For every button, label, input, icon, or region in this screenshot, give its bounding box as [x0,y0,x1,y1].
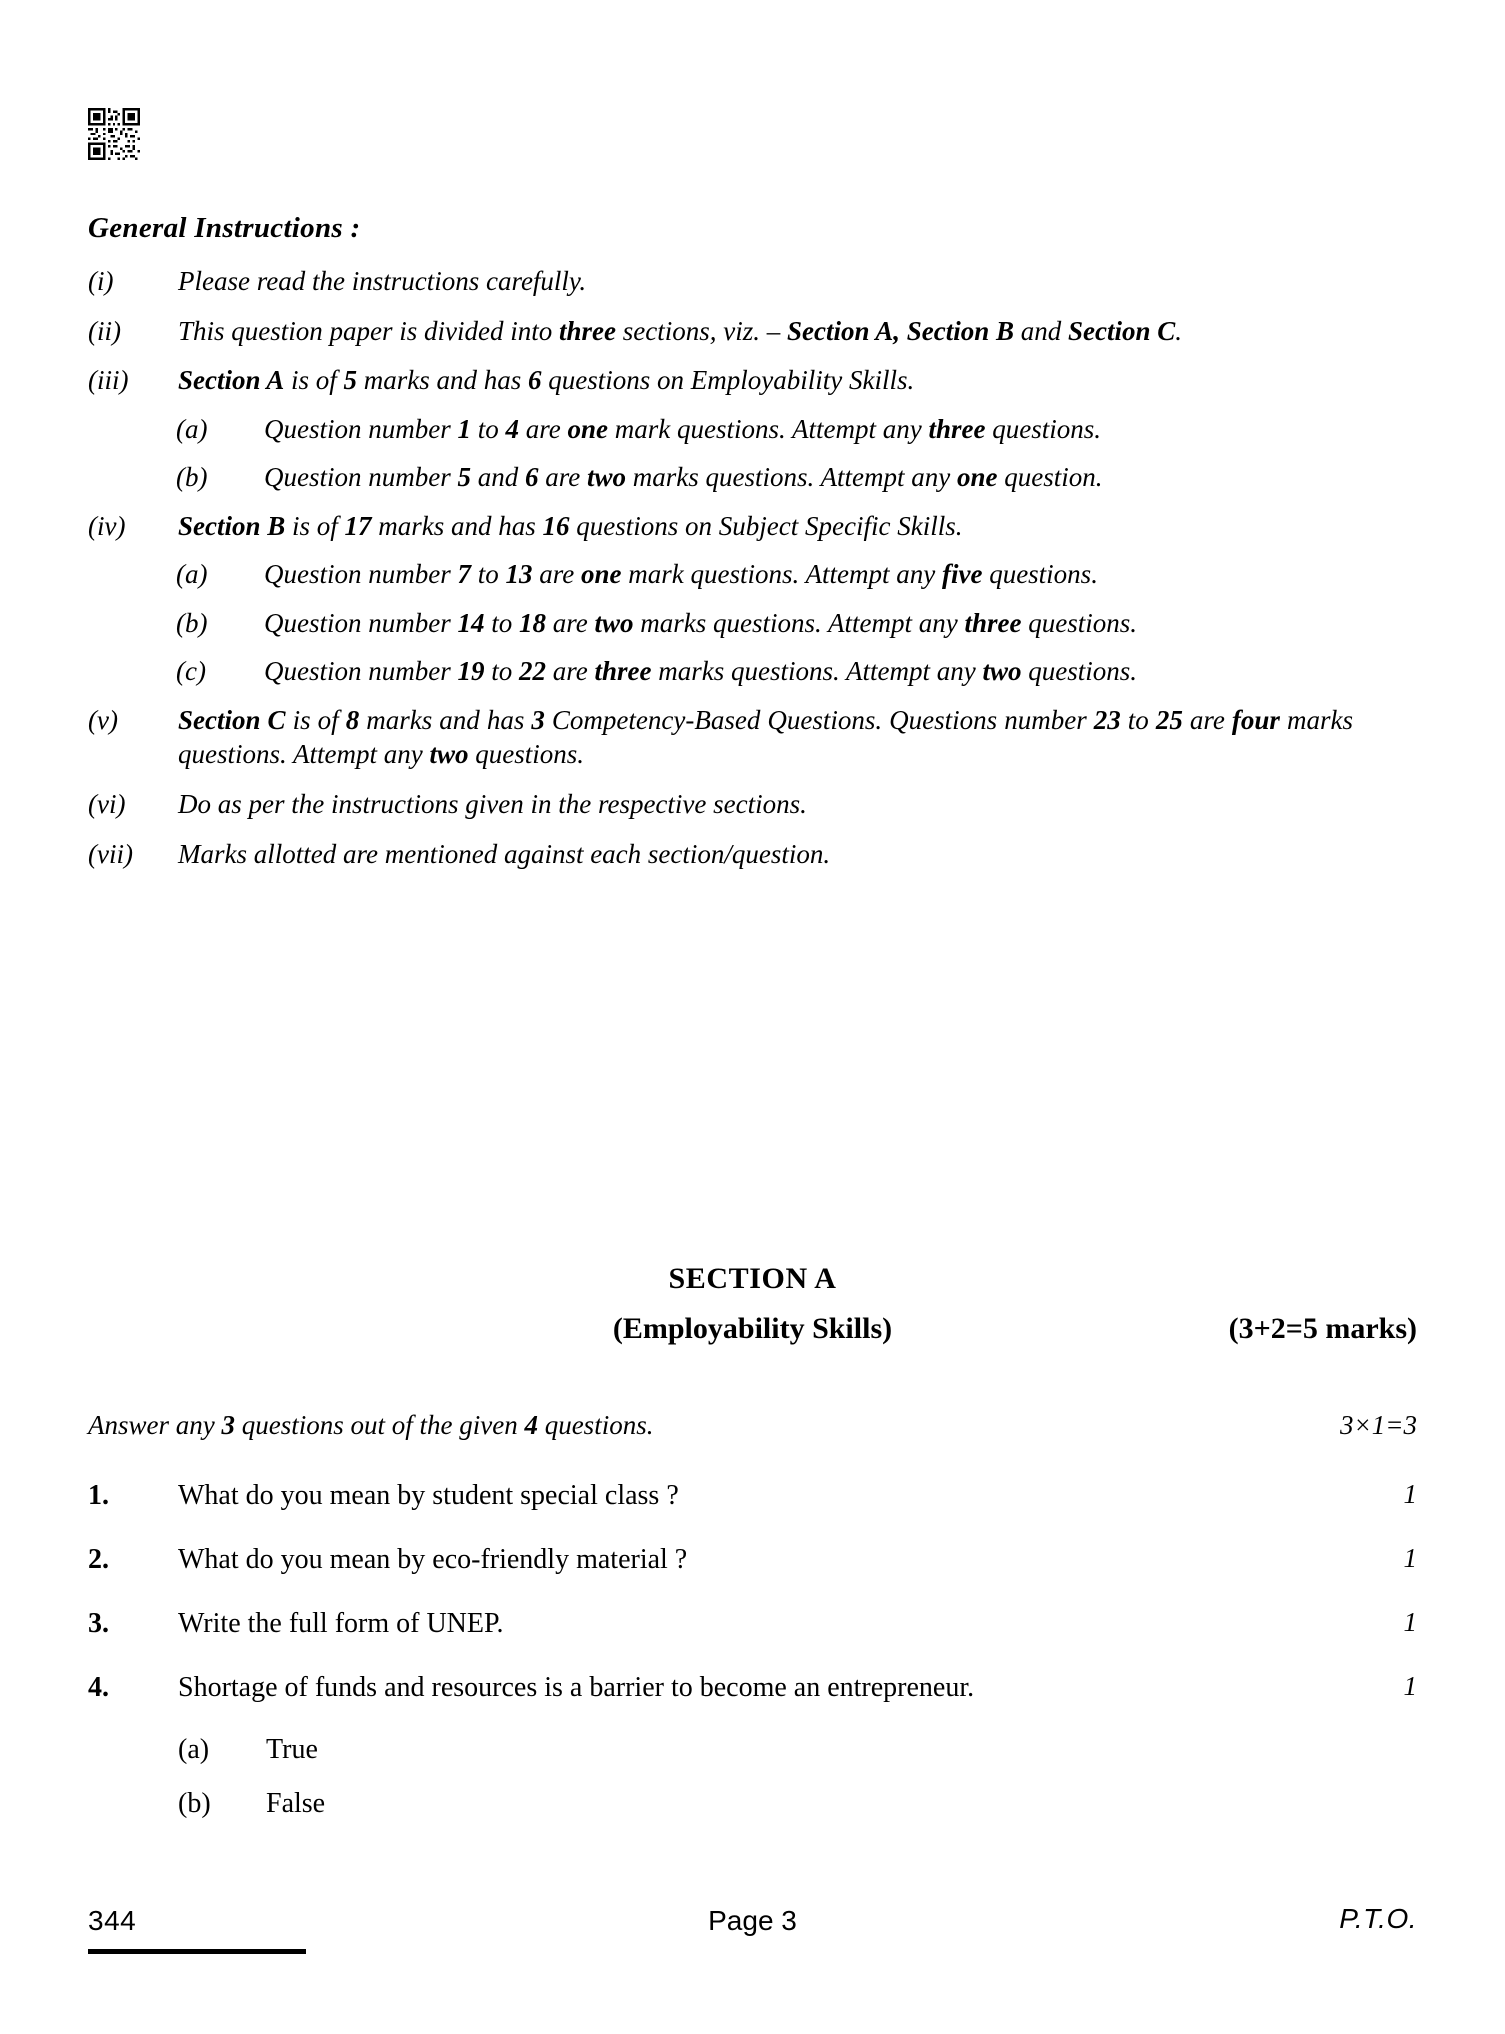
question-list [88,1478,1417,1842]
answer-any-marks: 3×1=3 [1340,1410,1417,1440]
option-list [178,1734,1417,1820]
general-instructions-list [88,264,1353,886]
instruction-marker: (vi) [88,789,126,820]
question-marks: 1 [1403,1671,1417,1701]
footer-rule [88,1949,306,1954]
instruction-item [88,837,1353,872]
instruction-sub-marker: (b) [176,462,208,493]
section-title: SECTION A [668,1262,837,1295]
question-row [88,1478,1417,1513]
question-text: What do you mean by student special class ? [178,1480,679,1511]
question-number: 3. [88,1608,109,1639]
pto-label: P.T.O. [1339,1903,1417,1934]
question-number: 4. [88,1672,109,1703]
question-marks: 1 [1403,1607,1417,1637]
option-row[interactable] [178,1734,1417,1766]
question-row [88,1670,1417,1705]
instruction-marker: (iii) [88,365,129,396]
instruction-sub-text: Question number 7 to 13 are one mark questions. Attempt any five questions. [264,559,1098,590]
question-text: Shortage of funds and resources is a barrier to become an entrepreneur. [178,1672,975,1703]
instruction-text: Marks allotted are mentioned against each section/question. [178,838,831,869]
question-text: What do you mean by eco-friendly material ? [178,1544,688,1575]
instruction-sub-marker: (a) [176,559,208,590]
instruction-sub-item [176,606,1353,641]
instruction-item [88,264,1353,299]
question-marks: 1 [1403,1543,1417,1573]
question-row [88,1542,1417,1577]
general-instructions-heading: General Instructions : [88,212,361,244]
instruction-item [88,509,1353,544]
instruction-item [88,703,1353,772]
instruction-text: Section B is of 17 marks and has 16 questions on Subject Specific Skills. [178,510,963,541]
option-value: True [266,1734,318,1765]
option-row[interactable] [178,1788,1417,1820]
section-marks: (3+2=5 marks) [1228,1312,1417,1345]
section-subtitle: (Employability Skills) [612,1312,893,1345]
qr-code-icon [88,108,140,160]
instruction-text: Section A is of 5 marks and has 6 questions on Employability Skills. [178,365,915,396]
instruction-sub-item [176,654,1353,689]
instruction-text: This question paper is divided into three sections, viz. – Section A, Section B and Section C. [178,315,1183,346]
question-marks: 1 [1403,1479,1417,1509]
page-number: Page 3 [708,1905,797,1936]
instruction-marker: (ii) [88,315,121,346]
instruction-sub-text: Question number 5 and 6 are two marks questions. Attempt any one question. [264,462,1103,493]
instruction-sub-marker: (a) [176,413,208,444]
option-label: (a) [178,1734,210,1765]
instruction-sub-item [176,412,1353,447]
instruction-sub-list [176,557,1353,689]
instruction-marker: (iv) [88,510,126,541]
instruction-marker: (v) [88,704,118,735]
question-number: 1. [88,1480,109,1511]
instruction-sub-marker: (c) [176,656,206,687]
instruction-marker: (i) [88,266,114,296]
question-text: Write the full form of UNEP. [178,1608,504,1639]
instruction-item [88,363,1353,398]
paper-code: 344 [88,1905,137,1936]
instruction-marker: (vii) [88,838,133,869]
instruction-item [88,314,1353,349]
question-number: 2. [88,1544,109,1575]
instruction-text: Do as per the instructions given in the respective sections. [178,789,807,820]
instruction-sub-text: Question number 1 to 4 are one mark questions. Attempt any three questions. [264,413,1101,444]
question-row [88,1606,1417,1641]
instruction-text: Please read the instructions carefully. [178,266,587,296]
option-value: False [266,1788,326,1819]
instruction-sub-marker: (b) [176,607,208,638]
instruction-sub-item [176,460,1353,495]
option-label: (b) [178,1788,211,1819]
instruction-sub-text: Question number 19 to 22 are three marks questions. Attempt any two questions. [264,656,1138,687]
instruction-sub-item [176,557,1353,592]
answer-any-instruction: Answer any 3 questions out of the given 4 questions. [88,1410,654,1440]
instruction-item [88,787,1353,822]
instruction-sub-text: Question number 14 to 18 are two marks questions. Attempt any three questions. [264,607,1138,638]
instruction-sub-list [176,412,1353,495]
instruction-text: Section C is of 8 marks and has 3 Competency-Based Questions. Questions number 23 to 25 are four marks questions. Attempt any two questions. [178,704,1353,770]
